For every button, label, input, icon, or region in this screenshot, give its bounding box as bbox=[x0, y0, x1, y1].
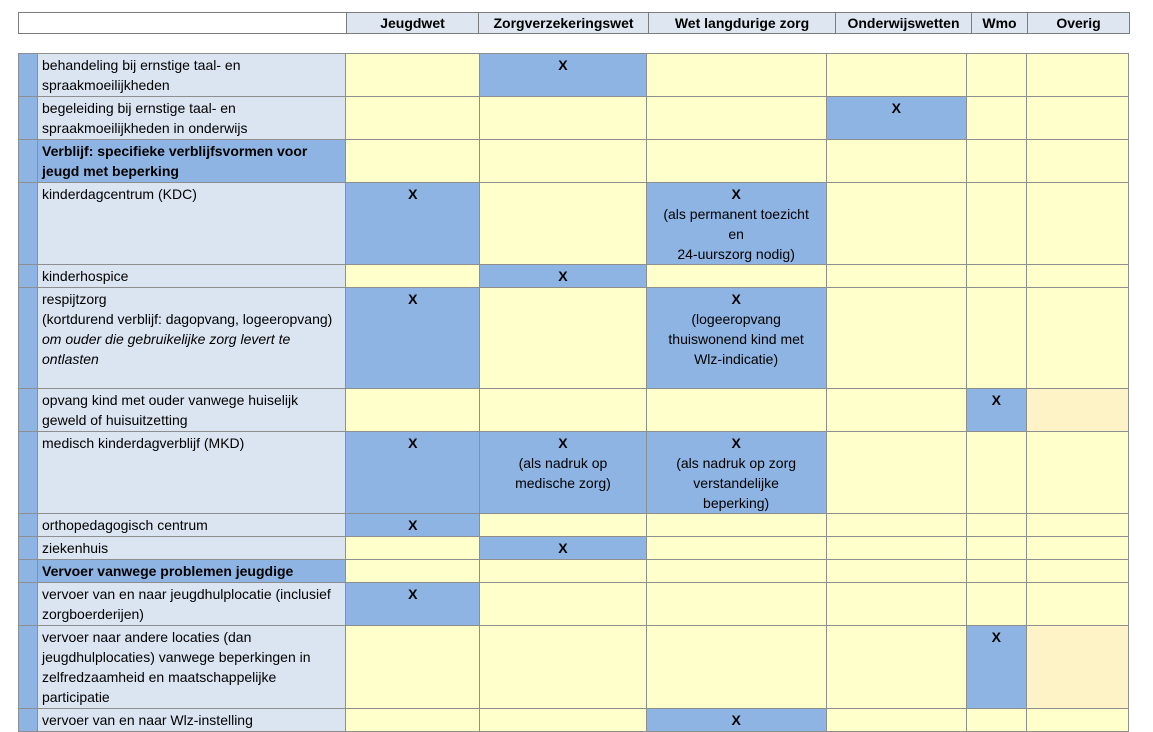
cell-zorgverzekeringswet bbox=[480, 183, 646, 265]
x-mark: X bbox=[408, 186, 418, 202]
cell-wet-langdurige-zorg bbox=[646, 265, 826, 288]
cell-overig bbox=[1026, 288, 1128, 389]
row-label: begeleiding bij ernstige taal- en spraakmoeilijkheden in onderwijs bbox=[38, 97, 346, 140]
cell-onderwijswetten bbox=[826, 583, 966, 626]
cell-note: (als nadruk op zorg bbox=[676, 455, 797, 471]
table-row bbox=[19, 432, 1129, 514]
table-row bbox=[19, 183, 1129, 265]
cell-zorgverzekeringswet bbox=[480, 514, 646, 537]
cell-jeugdwet bbox=[346, 432, 480, 514]
cell-jeugdwet bbox=[346, 288, 480, 389]
cell-overig bbox=[1026, 560, 1128, 583]
cell-onderwijswetten bbox=[826, 709, 966, 732]
cell-wmo bbox=[966, 432, 1026, 514]
cell-wmo bbox=[966, 54, 1026, 97]
cell-onderwijswetten bbox=[826, 54, 966, 97]
row-marker bbox=[19, 432, 38, 514]
cell-jeugdwet bbox=[346, 265, 480, 288]
cell-onderwijswetten bbox=[826, 265, 966, 288]
header-blank-cell bbox=[19, 13, 347, 34]
x-mark: X bbox=[991, 629, 1001, 645]
cell-wet-langdurige-zorg bbox=[646, 54, 826, 97]
cell-zorgverzekeringswet bbox=[480, 97, 646, 140]
cell-onderwijswetten bbox=[826, 560, 966, 583]
cell-wet-langdurige-zorg bbox=[646, 183, 826, 265]
cell-onderwijswetten bbox=[826, 432, 966, 514]
cell-wet-langdurige-zorg bbox=[646, 583, 826, 626]
cell-jeugdwet bbox=[346, 140, 480, 183]
header-onderwijswetten: Onderwijswetten bbox=[836, 13, 972, 34]
row-marker bbox=[19, 560, 38, 583]
cell-wet-langdurige-zorg bbox=[646, 709, 826, 732]
x-mark: X bbox=[731, 435, 741, 451]
table-row bbox=[19, 583, 1129, 626]
table-row bbox=[19, 709, 1129, 732]
cell-zorgverzekeringswet bbox=[480, 560, 646, 583]
cell-wet-langdurige-zorg bbox=[646, 288, 826, 389]
header-wmo: Wmo bbox=[972, 13, 1028, 34]
cell-onderwijswetten bbox=[826, 183, 966, 265]
header-overig: Overig bbox=[1028, 13, 1130, 34]
cell-wet-langdurige-zorg bbox=[646, 514, 826, 537]
cell-zorgverzekeringswet bbox=[480, 709, 646, 732]
cell-wet-langdurige-zorg bbox=[646, 97, 826, 140]
cell-note: beperking) bbox=[703, 495, 770, 511]
category-row bbox=[19, 560, 1129, 583]
row-label-line: om ouder die gebruikelijke zorg levert te ontlasten bbox=[42, 331, 291, 367]
cell-wmo bbox=[966, 560, 1026, 583]
x-mark: X bbox=[731, 186, 741, 202]
category-label: Verblijf: specifieke verblijfsvormen voor jeugd met beperking bbox=[38, 140, 346, 183]
table-row bbox=[19, 514, 1129, 537]
cell-note: (als permanent toezicht bbox=[663, 206, 809, 222]
row-label: behandeling bij ernstige taal- en spraakmoeilijkheden bbox=[38, 54, 346, 97]
cell-wmo bbox=[966, 389, 1026, 432]
regulation-matrix-table bbox=[18, 53, 1129, 732]
cell-onderwijswetten bbox=[826, 514, 966, 537]
cell-jeugdwet bbox=[346, 389, 480, 432]
row-label bbox=[38, 288, 346, 389]
cell-note: en bbox=[728, 226, 744, 242]
row-label: vervoer van en naar Wlz-instelling bbox=[38, 709, 346, 732]
row-marker bbox=[19, 288, 38, 389]
cell-wmo bbox=[966, 709, 1026, 732]
cell-onderwijswetten bbox=[826, 140, 966, 183]
x-mark: X bbox=[408, 586, 418, 602]
table-row bbox=[19, 265, 1129, 288]
cell-wmo bbox=[966, 265, 1026, 288]
column-header-table bbox=[18, 12, 1130, 34]
cell-note: (logeeropvang bbox=[691, 311, 781, 327]
row-marker bbox=[19, 183, 38, 265]
x-mark: X bbox=[408, 291, 418, 307]
table-row bbox=[19, 97, 1129, 140]
cell-wmo bbox=[966, 537, 1026, 560]
x-mark: X bbox=[408, 517, 418, 533]
cell-jeugdwet bbox=[346, 514, 480, 537]
row-label: opvang kind met ouder vanwege huiselijk geweld of huisuitzetting bbox=[38, 389, 346, 432]
row-marker bbox=[19, 709, 38, 732]
cell-zorgverzekeringswet bbox=[480, 432, 646, 514]
cell-wmo bbox=[966, 626, 1026, 709]
cell-jeugdwet bbox=[346, 54, 480, 97]
row-label-line: respijtzorg bbox=[42, 291, 107, 307]
cell-wet-langdurige-zorg bbox=[646, 389, 826, 432]
cell-wmo bbox=[966, 288, 1026, 389]
cell-overig bbox=[1026, 97, 1128, 140]
row-label-line: (kortdurend verblijf: dagopvang, logeeropvang) bbox=[42, 311, 333, 327]
cell-overig bbox=[1026, 626, 1128, 709]
cell-overig bbox=[1026, 183, 1128, 265]
cell-note: 24-uurszorg nodig) bbox=[677, 246, 795, 262]
row-marker bbox=[19, 389, 38, 432]
cell-note: medische zorg) bbox=[515, 475, 611, 491]
x-mark: X bbox=[891, 100, 901, 116]
x-mark: X bbox=[558, 540, 568, 556]
cell-onderwijswetten bbox=[826, 626, 966, 709]
row-label: medisch kinderdagverblijf (MKD) bbox=[38, 432, 346, 514]
cell-onderwijswetten bbox=[826, 97, 966, 140]
table-row bbox=[19, 288, 1129, 389]
cell-wmo bbox=[966, 183, 1026, 265]
cell-jeugdwet bbox=[346, 560, 480, 583]
row-marker bbox=[19, 97, 38, 140]
row-marker bbox=[19, 54, 38, 97]
row-label: kinderdagcentrum (KDC) bbox=[38, 183, 346, 265]
category-row bbox=[19, 140, 1129, 183]
cell-overig bbox=[1026, 432, 1128, 514]
cell-jeugdwet bbox=[346, 537, 480, 560]
cell-note: thuiswonend kind met bbox=[668, 331, 804, 347]
cell-zorgverzekeringswet bbox=[480, 140, 646, 183]
cell-overig bbox=[1026, 54, 1128, 97]
cell-zorgverzekeringswet bbox=[480, 389, 646, 432]
cell-onderwijswetten bbox=[826, 537, 966, 560]
table-row bbox=[19, 626, 1129, 709]
cell-zorgverzekeringswet bbox=[480, 583, 646, 626]
row-label: orthopedagogisch centrum bbox=[38, 514, 346, 537]
header-wet-langdurige-zorg: Wet langdurige zorg bbox=[649, 13, 836, 34]
cell-note: Wlz-indicatie) bbox=[694, 351, 779, 367]
cell-wet-langdurige-zorg bbox=[646, 537, 826, 560]
cell-overig bbox=[1026, 537, 1128, 560]
cell-wet-langdurige-zorg bbox=[646, 140, 826, 183]
cell-zorgverzekeringswet bbox=[480, 288, 646, 389]
cell-zorgverzekeringswet bbox=[480, 626, 646, 709]
cell-wmo bbox=[966, 583, 1026, 626]
cell-wet-langdurige-zorg bbox=[646, 626, 826, 709]
row-marker bbox=[19, 265, 38, 288]
cell-overig bbox=[1026, 583, 1128, 626]
cell-note: (als nadruk op bbox=[518, 455, 608, 471]
cell-wet-langdurige-zorg bbox=[646, 560, 826, 583]
cell-wmo bbox=[966, 140, 1026, 183]
cell-onderwijswetten bbox=[826, 288, 966, 389]
x-mark: X bbox=[558, 268, 568, 284]
cell-jeugdwet bbox=[346, 626, 480, 709]
cell-overig bbox=[1026, 514, 1128, 537]
x-mark: X bbox=[558, 435, 568, 451]
cell-onderwijswetten bbox=[826, 389, 966, 432]
row-marker bbox=[19, 626, 38, 709]
row-label: vervoer naar andere locaties (dan jeugdhulplocaties) vanwege beperkingen in zelfredzaamheid en maatschappelijke participatie bbox=[38, 626, 346, 709]
header-jeugdwet: Jeugdwet bbox=[347, 13, 479, 34]
row-label: kinderhospice bbox=[38, 265, 346, 288]
cell-jeugdwet bbox=[346, 583, 480, 626]
cell-overig bbox=[1026, 709, 1128, 732]
row-marker bbox=[19, 140, 38, 183]
row-label: ziekenhuis bbox=[38, 537, 346, 560]
cell-jeugdwet bbox=[346, 709, 480, 732]
x-mark: X bbox=[731, 712, 741, 728]
cell-overig bbox=[1026, 389, 1128, 432]
cell-zorgverzekeringswet bbox=[480, 537, 646, 560]
table-row bbox=[19, 537, 1129, 560]
header-row bbox=[19, 13, 1130, 34]
cell-jeugdwet bbox=[346, 97, 480, 140]
cell-wmo bbox=[966, 97, 1026, 140]
cell-wmo bbox=[966, 514, 1026, 537]
row-marker bbox=[19, 583, 38, 626]
row-marker bbox=[19, 514, 38, 537]
cell-jeugdwet bbox=[346, 183, 480, 265]
header-zorgverzekeringswet: Zorgverzekeringswet bbox=[479, 13, 649, 34]
cell-zorgverzekeringswet bbox=[480, 265, 646, 288]
x-mark: X bbox=[558, 57, 568, 73]
x-mark: X bbox=[408, 435, 418, 451]
cell-overig bbox=[1026, 265, 1128, 288]
row-marker bbox=[19, 537, 38, 560]
table-row bbox=[19, 54, 1129, 97]
x-mark: X bbox=[991, 392, 1001, 408]
cell-wet-langdurige-zorg bbox=[646, 432, 826, 514]
cell-zorgverzekeringswet bbox=[480, 54, 646, 97]
row-label: vervoer van en naar jeugdhulplocatie (inclusief zorgboerderijen) bbox=[38, 583, 346, 626]
category-label: Vervoer vanwege problemen jeugdige bbox=[38, 560, 346, 583]
cell-overig bbox=[1026, 140, 1128, 183]
cell-note: verstandelijke bbox=[693, 475, 779, 491]
table-row bbox=[19, 389, 1129, 432]
x-mark: X bbox=[731, 291, 741, 307]
